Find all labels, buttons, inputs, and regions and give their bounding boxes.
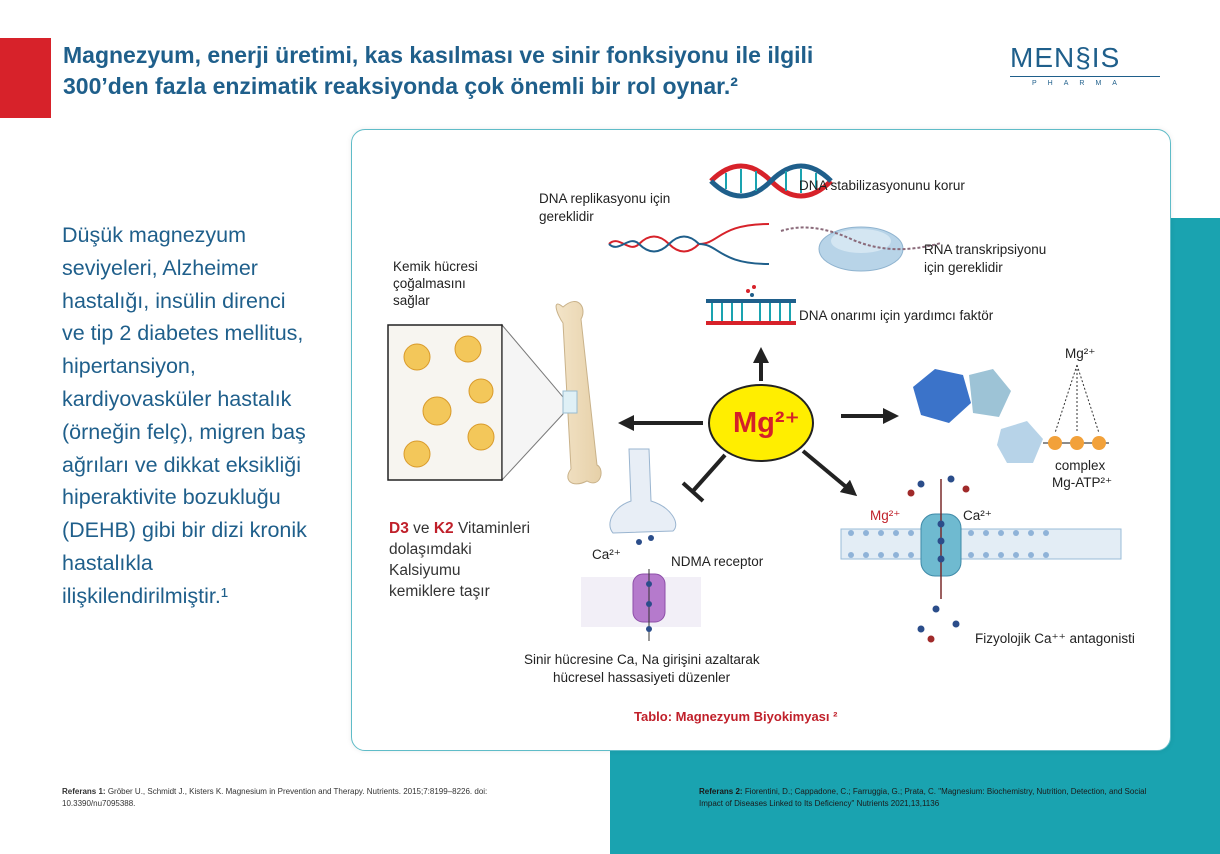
reference-1-text: Gröber U., Schmidt J., Kisters K. Magnesium in Prevention and Therapy. Nutrients. 2015;7:8199–8226. doi: 10.3390/nu7095388. <box>62 787 488 808</box>
label-dna-replication-1: DNA replikasyonu için <box>539 191 671 206</box>
diagram-caption: Tablo: Magnezyum Biyokimyası ² <box>634 709 838 724</box>
logo-wordmark: MEN§IS <box>1010 42 1121 73</box>
brand-logo <box>1010 42 1160 92</box>
page-title <box>63 40 963 102</box>
title-line-2: 300’den fazla enzimatik reaksiyonda çok önemli bir rol oynar.² <box>63 73 738 99</box>
label-dna-stabilization: DNA stabilizasyonunu korur <box>799 178 965 193</box>
label-complex-2: Mg-ATP²⁺ <box>1052 475 1113 490</box>
vitamins-ve: ve <box>413 520 430 537</box>
bone-cells-box <box>388 325 563 480</box>
label-channel-ca: Ca²⁺ <box>963 508 992 523</box>
title-line-1: Magnezyum, enerji üretimi, kas kasılması ve sinir fonksiyonu ile ilgili <box>63 42 814 68</box>
reference-2-label: Referans 2: <box>699 787 743 796</box>
mg-atp-molecule-icon <box>913 365 1109 463</box>
rna-polymerase-icon <box>781 227 941 271</box>
logo-subtitle: PHARMA <box>1032 80 1128 87</box>
vitamins-text <box>389 518 530 602</box>
label-nmda: NDMA receptor <box>671 554 764 569</box>
label-bone-3: sağlar <box>393 293 430 308</box>
vitamins-line-4: kemiklere taşır <box>389 583 490 600</box>
reference-2-text: Fiorentini, D.; Cappadone, C.; Farruggia, G.; Prata, C. "Magnesium: Biochemistry, Nutrition, Detection, and Social Impact of Diseases Linked to Its Deficiency" Nutrients 2021,13,1136 <box>699 787 1147 808</box>
vitamins-line-2: dolaşımdaki <box>389 541 472 558</box>
label-bone-1: Kemik hücresi <box>393 259 478 274</box>
label-complex-1: complex <box>1055 458 1106 473</box>
red-accent-bar <box>0 38 51 118</box>
label-rna-1: RNA transkripsiyonu <box>924 242 1047 257</box>
label-dna-repair: DNA onarımı için yardımcı faktör <box>799 308 994 323</box>
reference-1 <box>62 786 502 810</box>
ion-channel-icon <box>841 476 1121 643</box>
label-dna-replication-2: gereklidir <box>539 209 594 224</box>
label-nmda-ca: Ca²⁺ <box>592 547 621 562</box>
vitamin-k2: K2 <box>433 520 454 537</box>
bone-icon <box>556 302 601 484</box>
label-channel-mg: Mg²⁺ <box>870 508 901 523</box>
vitamins-word: Vitaminleri <box>457 520 531 537</box>
label-physio: Fizyolojik Ca⁺⁺ antagonisti <box>975 631 1135 646</box>
mg-center-label: Mg²⁺ <box>733 407 800 439</box>
reference-1-label: Referans 1: <box>62 787 106 796</box>
dna-replication-icon <box>609 224 769 264</box>
side-paragraph: Düşük magnezyum seviyeleri, Alzheimer hastalığı, insülin direnci ve tip 2 diabetes mellitus, hipertansiyon, kardiyovasküler hastalık (örneğin felç), migren baş ağrıları ve dikkat eksikliği hiperaktivite bozukluğu (DEHB) gibi bir dizi kronik hastalıkla ilişkilendirilmiştir.¹ <box>62 223 307 608</box>
vitamin-d3: D3 <box>389 520 409 537</box>
dna-repair-icon <box>706 285 796 325</box>
label-nerve-1: Sinir hücresine Ca, Na girişini azaltarak <box>524 652 760 667</box>
arrow-down-right <box>803 451 851 491</box>
reference-2 <box>699 786 1169 810</box>
vitamins-line-3: Kalsiyumu <box>389 562 461 579</box>
logo-divider <box>1010 76 1160 77</box>
label-nerve-2: hücresel hassasiyeti düzenler <box>553 670 731 685</box>
label-rna-2: için gereklidir <box>924 260 1003 275</box>
inhibit-line <box>693 455 725 491</box>
vitamins-line-1 <box>389 518 530 539</box>
label-bone-2: çoğalmasını <box>393 276 466 291</box>
label-mg-atp-ion: Mg²⁺ <box>1065 346 1096 361</box>
